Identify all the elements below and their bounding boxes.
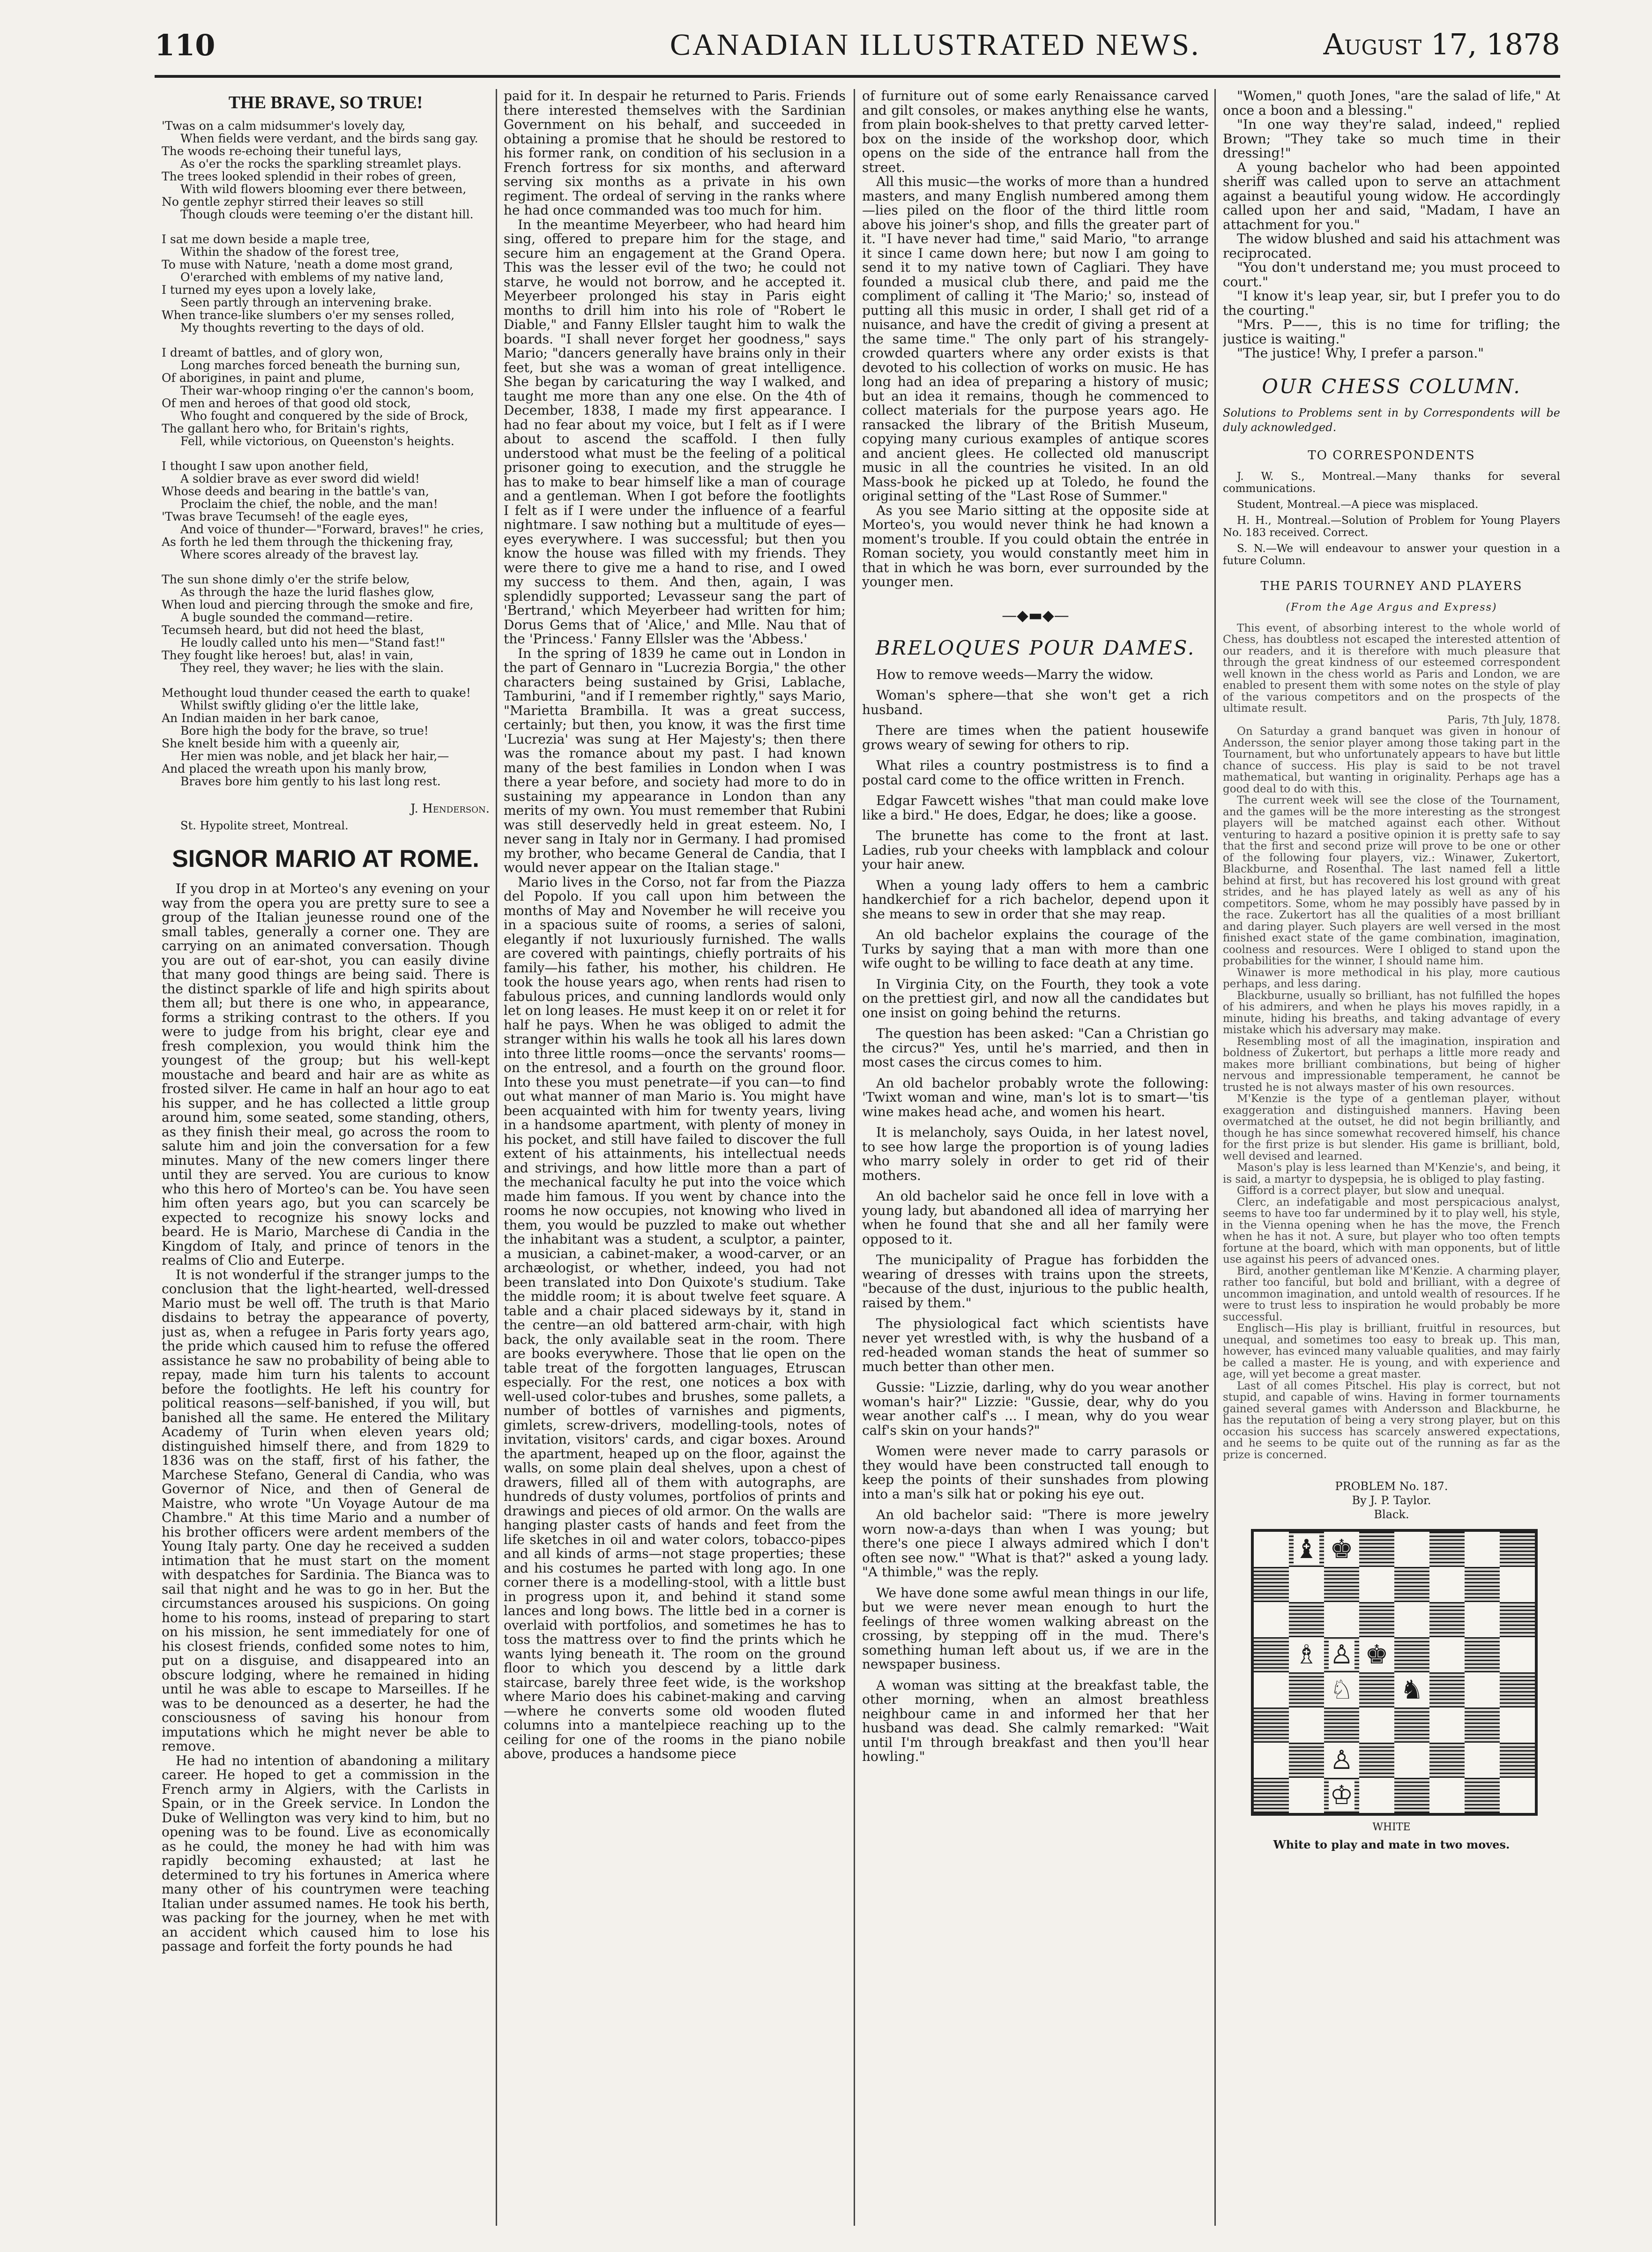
- paragraph: As you see Mario sitting at the opposite side at Morteo's, you would never think he had known a moment's trouble. If you could obtain the entrée in Roman society, you would constantly meet him in that in which he was born, ever surrounded by the younger men.: [862, 502, 1209, 589]
- poem-line: They fought like heroes! but, alas! in vain,: [162, 648, 414, 662]
- board-square: [1429, 1567, 1465, 1602]
- poem-line: When trance-like slumbers o'er my senses rolled,: [162, 308, 455, 322]
- column-rule: [496, 89, 497, 2226]
- poem-line: Her mien was noble, and jet black her hair,—: [180, 749, 449, 763]
- chess-piece-icon: ♗: [1295, 1640, 1318, 1670]
- tourney-paragraph: Gifford is a correct player, but slow and unequal.: [1237, 1185, 1505, 1197]
- board-square: [1359, 1532, 1394, 1567]
- breloque-item: We have done some awful mean things in our life, but we were never mean enough to hurt the feelings of three women walking abreast on the crossing, by stepping off in the mud. There's something human left about us, if we are in the newspaper business.: [862, 1585, 1209, 1672]
- poem-line: Fell, while victorious, on Queenston's heights.: [180, 434, 454, 448]
- board-square: [1324, 1602, 1359, 1637]
- board-square: [1289, 1567, 1324, 1602]
- chess-piece-icon: ♔: [1330, 1780, 1354, 1811]
- breloque-item: What riles a country postmistress is to find a postal card come to the office written in French.: [862, 758, 1209, 788]
- tourney-title: THE PARIS TOURNEY AND PLAYERS: [1260, 579, 1523, 593]
- board-square: [1254, 1778, 1289, 1813]
- tourney-subtitle: (From the Age Argus and Express): [1286, 602, 1497, 613]
- anecdotes: [1223, 89, 1560, 361]
- board-square: [1324, 1778, 1359, 1813]
- chess-piece-icon: ♚: [1365, 1640, 1389, 1670]
- poem-line: A soldier brave as ever sword did wield!: [180, 471, 420, 485]
- board-square: [1465, 1602, 1500, 1637]
- board-square: [1254, 1567, 1289, 1602]
- board-square: [1394, 1778, 1429, 1813]
- poem-line: I dreamt of battles, and of glory won,: [162, 345, 383, 359]
- poem-line: Of men and heroes of that good old stock,: [162, 396, 411, 410]
- board-square: [1359, 1672, 1394, 1708]
- paragraph: "The justice! Why, I prefer a parson.": [1237, 345, 1484, 361]
- board-square: [1429, 1672, 1465, 1708]
- paragraph: If you drop in at Morteo's any evening on your way from the opera you are pretty sure to see a group of the Italian jeunesse round one of the small tables, generally a corner one. They are carrying on an animated conversation. Though you are out of ear-shot, you can easily divine that many good things are being said. There is the distinct sparkle of life and high spirits about them all; but there is one who, in appearance, forms a striking contrast to the others. If you were to judge from his bright, clear eye and fresh complexion, you would think him the youngest of the group; but his well-kept moustache and beard and hair are as white as frosted silver. He came in half an hour ago to eat his supper, and he has collected a little group around him, some seated, some standing, others, as they finish their meal, go across the room to salute him and join the conversation for a few minutes. Many of the new comers linger there until they are served. You are curious to know who this hero of Morteo's can be. You have seen him often years ago, but you can scarcely be expected to recognize his snowy locks and beard. He is Mario, Marchese di Candia in the Kingdom of Italy, and prince of tenors in the realms of Clio and Euterpe.: [162, 881, 490, 1268]
- poem-line: Where scores already of the bravest lay.: [180, 547, 419, 561]
- breloque-item: The brunette has come to the front at last. Ladies, rub your cheeks with lampblack and colour your hair anew.: [862, 828, 1209, 872]
- breloque-item: Women were never made to carry parasols or they would have been constructed tall enough to keep the points of their sunshades from plowing into a man's silk hat or poking his eye out.: [862, 1443, 1209, 1502]
- tourney-paragraph: On Saturday a grand banquet was given in honour of Andersson, the senior player among those taking part in the Tournament, but who unfortunately appears to have but little chance of success. His play is said to be not travel mathematical, but wanting in originality. Perhaps age has a good deal to do with this.: [1223, 725, 1560, 795]
- breloque-item: The municipality of Prague has forbidden the wearing of dresses with trains upon the streets, "because of the dust, injurious to the public health, raised by them.": [862, 1252, 1209, 1311]
- poem-line: When fields were verdant, and the birds sang gay.: [180, 131, 478, 145]
- breloque-item: An old bachelor explains the courage of the Turks by saying that a man with more than one wife ought to be willing to face death at any time.: [862, 927, 1209, 971]
- breloque-item: Edgar Fawcett wishes "that man could make love like a bird." He does, Edgar, he does; like a goose.: [862, 793, 1209, 823]
- board-square: [1394, 1637, 1429, 1672]
- paragraph: The widow blushed and said his attachment was reciprocated.: [1223, 231, 1560, 261]
- poem-line: The gallant hero who, for Britain's rights,: [162, 421, 409, 435]
- poem-line: A bugle sounded the command—retire.: [180, 610, 413, 624]
- correspondent-entry: S. N.—We will endeavour to answer your question in a future Column.: [1223, 542, 1560, 567]
- board-square: [1289, 1708, 1324, 1743]
- stanza-break: [162, 221, 490, 233]
- poem-line: When loud and piercing through the smoke and fire,: [162, 597, 474, 611]
- board-square: [1359, 1743, 1394, 1778]
- board-square: [1254, 1637, 1289, 1672]
- poem-title: THE BRAVE, SO TRUE!: [228, 93, 423, 112]
- chess-piece-icon: ♙: [1330, 1745, 1354, 1775]
- article-title: SIGNOR MARIO AT ROME.: [172, 845, 479, 872]
- board-square: [1500, 1778, 1535, 1813]
- board-square: [1289, 1672, 1324, 1708]
- poem-line: Proclaim the chief, the noble, and the man!: [180, 497, 438, 511]
- board-square: [1254, 1708, 1289, 1743]
- board-square: [1394, 1672, 1429, 1708]
- board-square: [1324, 1567, 1359, 1602]
- column-1: [162, 89, 490, 2226]
- poem-line: Seen partly through an intervening brake.: [180, 295, 432, 309]
- board-square: [1429, 1778, 1465, 1813]
- board-square: [1289, 1778, 1324, 1813]
- poem-line: An Indian maiden in her bark canoe,: [162, 711, 380, 725]
- board-square: [1465, 1743, 1500, 1778]
- paragraph: "In one way they're salad, indeed," replied Brown; "They take so much time in their dressing!": [1223, 117, 1560, 161]
- poem-line: The woods re-echoing their tuneful lays,: [162, 144, 402, 158]
- poem-line: 'Twas brave Tecumseh! of the eagle eyes,: [162, 509, 409, 523]
- poem-line: Tecumseh heard, but did not heed the blast,: [162, 623, 424, 637]
- poem-line: With wild flowers blooming ever there between,: [180, 182, 467, 196]
- breloque-item: Woman's sphere—that she won't get a rich husband.: [862, 687, 1209, 717]
- board-square: [1254, 1672, 1289, 1708]
- poem-line: Their war-whoop ringing o'er the cannon's boom,: [180, 383, 474, 397]
- stanza-break: [162, 561, 490, 573]
- problem-header: [1223, 1479, 1560, 1521]
- column-4: [1223, 89, 1560, 2226]
- poem-line: I turned my eyes upon a lovely lake,: [162, 283, 376, 297]
- tourney-paragraph: This event, of absorbing interest to the whole world of Chess, has doubtless not escaped the interested attention of our readers, and it is therefore with much pleasure that through the great kindness of our esteemed correspondent well known in the chess world as Paris and London, we are enabled to present them with some notes on the style of play of the various competitors and on the prospects of the ultimate result.: [1223, 622, 1560, 715]
- board-square: [1254, 1602, 1289, 1637]
- board-square: [1394, 1743, 1429, 1778]
- correspondent-entry: Student, Montreal.—A piece was misplaced.: [1237, 498, 1479, 511]
- poem-line: They reel, they waver; he lies with the slain.: [180, 661, 444, 675]
- board-square: [1500, 1708, 1535, 1743]
- breloque-item: Gussie: "Lizzie, darling, why do you wear another woman's hair?" Lizzie: "Gussie, dear, why do you wear another calf's ... I mean, why do you wear calf's skin on your hands?": [862, 1380, 1209, 1438]
- problem-author: By J. P. Taylor.: [1352, 1494, 1431, 1507]
- paragraph: "You don't understand me; you must proceed to court.": [1223, 260, 1560, 290]
- paragraph: "Mrs. P——, this is no time for trifling; the justice is waiting.": [1223, 317, 1560, 347]
- paragraph: It is not wonderful if the stranger jumps to the conclusion that the light-hearted, well-dressed Mario must be well off. The truth is that Mario disdains to betray the appearance of poverty, just as, when a refugee in Paris forty years ago, the pride which caused him to refuse the offered assistance he saw no probability of being able to repay, made him turn his talents to account before the footlights. He left his country for political reasons—self-banished, if you will, but banished all the same. He entered the Military Academy of Turin when eleven years old; distinguished himself there, and from 1829 to 1836 was on the staff, first of his father, the Marchese Stefano, General di Candia, who was Governor of Nice, and then of General de Maistre, who wrote "Un Voyage Autour de ma Chambre." At this time Mario and a number of his brother officers were ardent members of the Young Italy party. One day he received a sudden intimation that he must start on the moment with despatches for Sardinia. The Bianca was to sail that night and he was to go in her. But the circumstances aroused his suspicions. On going home to his rooms, instead of preparing to start on his mission, he sent immediately for one of his closest friends, confided some notes to him, put on a disguise, and disappeared into an obscure lodging, where he remained in hiding until he was able to escape to Marseilles. If he was to be denounced as a deserter, he had the consciousness of saving his honour from imputations which he might never be able to remove.: [162, 1267, 490, 1754]
- chess-piece-icon: ♚: [1330, 1534, 1354, 1565]
- poem-line: Methought loud thunder ceased the earth to quake!: [162, 686, 471, 700]
- board-square: [1324, 1672, 1359, 1708]
- stanza-break: [162, 447, 490, 460]
- breloque-item: An old bachelor said he once fell in love with a young lady, but abandoned all idea of marrying her when he found that she and all her family were opposed to it.: [862, 1188, 1209, 1247]
- chess-column-title: OUR CHESS COLUMN.: [1262, 374, 1521, 398]
- paragraph: In the spring of 1839 he came out in London in the part of Gennaro in "Lucrezia Borgia," the other characters being sustained by Grisi, Lablache, Tamburini, "and if I remember rightly," says Mario, "Marietta Brambilla. It was a great success, certainly; but then, you know, it was the first time 'Lucrezia' was sung at Her Majesty's; then there was the romance about my past. I had known many of the best families in London when I was there a year before, and society had more to do in sustaining my appearance in London than any merits of my own. You must remember that Rubini was still deservedly held in great esteem. No, I never sang in Italy nor in Germany. I had promised my brother, who became General de Candia, that I would never appear on the Italian stage.": [504, 645, 846, 875]
- tourney-paragraph: Last of all comes Pitschel. His play is correct, but not stupid, and capable of wins. Having in former tournaments gained several games with Andersson and Blackburne, he has the reputation of being a very strong player, but on this occasion his success has scarcely answered expectations, and he seems to be quite out of the running as far as the prize is concerned.: [1223, 1380, 1560, 1461]
- board-square: [1500, 1602, 1535, 1637]
- board-square: [1359, 1602, 1394, 1637]
- tourney-paragraph: Englisch—His play is brilliant, fruitful in resources, but unequal, and sometimes too easy to break up. This man, however, has evinced many valuable qualities, and may fairly be called a master. He is young, and with experience and age, will yet become a great master.: [1223, 1322, 1560, 1380]
- board-square: [1500, 1567, 1535, 1602]
- chess-note: Solutions to Problems sent in by Correspondents will be duly acknowledged.: [1223, 406, 1560, 434]
- poem-line: Bore high the body for the brave, so true!: [180, 723, 429, 738]
- paragraph: He had no intention of abandoning a military career. He hoped to get a commission in the French army in Algiers, with the Carlists in Spain, or in the Greek service. In London the Duke of Wellington was very kind to him, but no opening was to be found. Live as economically as he could, the money he had with him was rapidly becoming exhausted; at last he determined to try his fortunes in America where many other of his countrymen were teaching Italian under assumed names. He took his berth, was packing for the journey, when he met with an accident which caused him to lose his passage and forfeit the forty pounds he had: [162, 1752, 490, 1954]
- white-label: WHITE: [1372, 1821, 1411, 1833]
- board-square: [1289, 1637, 1324, 1672]
- paragraph: of furniture out of some early Renaissance carved and gilt consoles, or makes anything else he wants, from plain book-shelves to that pretty carved letter-box on the inside of the workshop door, which opens on the side of the entrance hall from the street.: [862, 89, 1209, 175]
- chess-piece-icon: ♙: [1330, 1640, 1354, 1670]
- board-square: [1289, 1532, 1324, 1567]
- board-square: [1465, 1672, 1500, 1708]
- tourney-paragraph: Blackburne, usually so brilliant, has not fulfilled the hopes of his admirers, and when he plays his moves rapidly, in a minute, hiding his breaths, and taking advantage of every mistake which his adversary may make.: [1223, 989, 1560, 1036]
- board-square: [1324, 1637, 1359, 1672]
- poem-line: Long marches forced beneath the burning sun,: [180, 358, 461, 372]
- poem-line: Though clouds were teeming o'er the distant hill.: [180, 207, 474, 221]
- article-body-continued: [862, 89, 1209, 589]
- poem-line: As through the haze the lurid flashes glow,: [180, 585, 435, 599]
- paragraph: Mario lives in the Corso, not far from the Piazza del Popolo. If you call upon him between the months of May and November he will receive you in a spacious suite of rooms, a series of saloni, elegantly if not luxuriously furnished. The walls are covered with paintings, chiefly portraits of his family—his father, his mother, his children. He took the house years ago, when rents had risen to fabulous prices, and cunning landlords would only let on long leases. He must keep it on or relet it for half he pays. When he was obliged to admit the stranger within his walls he took all his lares down into three little rooms—once the servants' rooms—on the entresol, and a fourth on the ground floor. Into these you must penetrate—if you can—to find out what manner of man Mario is. You might have been acquainted with him for twenty years, living in a handsome apartment, with plenty of money in his pocket, and still have failed to discover the full extent of his attainments, his intellectual needs and strivings, and how little more than a part of the mechanical faculty he put into the voice which made him famous. If you went by chance into the rooms he now occupies, not knowing who lived in them, you would be puzzled to make out whether the inhabitant was a student, a sculptor, a painter, a musician, a cabinet-maker, a wood-carver, or an archæologist, or whether, indeed, you had not been translated into Don Quixote's studium. Take the middle room; it is about twelve feet square. A table and a chair placed sideways by it, stand in the centre—an old battered arm-chair, with high back, the only available seat in the room. There are books everywhere. Those that lie open on the table treat of the forgotten languages, Etruscan especially. For the rest, one notices a box with well-used color-tubes and brushes, some pallets, a number of bottles of varnishes and pigments, gimlets, screw-drivers, modelling-tools, notes of invitation, visitors' cards, and cigar boxes. Around the apartment, heaped up on the floor, against the walls, on some plain deal shelves, upon a chest of drawers, filled all of them with autographs, are hundreds of dusty volumes, portfolios of prints and drawings and pieces of old armor. On the walls are hanging plaster casts of hands and feet from the life sketches in oil and water colors, tobacco-pipes and all kinds of arms—not stage properties; these and his costumes he parted with long ago. In one corner there is a modelling-stool, with a little bust in progress upon it, and behind it stand some lances and long bows. The little bed in a corner is overlaid with portfolios, and sometimes he has to toss the mattress over to find the prints which he wants lying beneath it. The room on the ground floor to which you descend by a little dark staircase, barely three feet wide, is the workshop where Mario does his cabinet-making and carving—where he converts some old wooden fluted columns into a mantelpiece reaching up to the ceiling for one of the rooms in the piano nobile above, produces a handsome piece: [504, 874, 846, 1761]
- board-square: [1500, 1532, 1535, 1567]
- paragraph: paid for it. In despair he returned to Paris. Friends there interested themselves with the Sardinian Government on his behalf, and succeeded in obtaining a promise that he should be restored to his former rank, on condition of his seclusion in a French fortress for six months, and afterward serving six months as a private in his own regiment. The ordeal of serving in the ranks where he had once commanded was too much for him.: [504, 89, 846, 218]
- problem-title: PROBLEM No. 187.: [1335, 1480, 1448, 1493]
- board-square: [1500, 1743, 1535, 1778]
- tourney-report: [1223, 623, 1560, 1461]
- stanza-break: [162, 334, 490, 346]
- board-square: [1429, 1708, 1465, 1743]
- board-square: [1500, 1637, 1535, 1672]
- poem-line: I thought I saw upon another field,: [162, 459, 369, 473]
- breloques-list: [862, 668, 1209, 1764]
- board-square: [1359, 1567, 1394, 1602]
- correspondents-list: [1223, 470, 1560, 567]
- board-square: [1500, 1672, 1535, 1708]
- board-square: [1394, 1602, 1429, 1637]
- breloque-item: An old bachelor probably wrote the following: 'Twixt woman and wine, man's lot is to smart—'tis wine makes head ache, and women his heart.: [862, 1075, 1209, 1119]
- poem-line: Who fought and conquered by the side of Brock,: [180, 409, 469, 423]
- board-square: [1359, 1708, 1394, 1743]
- tourney-paragraph: Resembling most of all the imagination, inspiration and boldness of Zukertort, but perhaps a little more ready and makes more brilliant combinations, but being of higher nervous and impressionable temperament, he cannot be trusted he is not always master of his own resources.: [1223, 1035, 1560, 1094]
- breloque-item: It is melancholy, says Ouida, in her latest novel, to see how large the proportion is of young ladies who marry solely in order to get rid of their mothers.: [862, 1125, 1209, 1183]
- poem-line: 'Twas on a calm midsummer's lovely day,: [162, 119, 406, 133]
- chess-piece-icon: ♝: [1295, 1534, 1318, 1565]
- board-square: [1465, 1532, 1500, 1567]
- page-number: 110: [155, 28, 216, 62]
- stanza-break: [162, 674, 490, 686]
- page-header: [155, 23, 1560, 78]
- breloque-item: When a young lady offers to hem a cambric handkerchief for a rich bachelor, depend upon it she means to sew in order that she may reap.: [862, 877, 1209, 922]
- article-body: [162, 882, 490, 1954]
- poem-line: He loudly called unto his men—"Stand fast!": [180, 635, 446, 649]
- tourney-paragraph: Winawer is more methodical in his play, more cautious perhaps, and less daring.: [1223, 966, 1560, 990]
- poem-line: To muse with Nature, 'neath a dome most grand,: [162, 257, 453, 271]
- paragraph: "Women," quoth Jones, "are the salad of life," At once a boon and a blessing.": [1223, 89, 1560, 118]
- chess-piece-icon: ♞: [1400, 1675, 1424, 1705]
- poem-line: I sat me down beside a maple tree,: [162, 232, 370, 246]
- tourney-paragraph: M'Kenzie is the type of a gentleman player, without exaggeration and distinguished manners. Having been overmatched at the outset, he did not begin brilliantly, and though he has since somewhat recovered himself, his chance for the first prize is but slender. His game is brilliant, bold, well devised and learned.: [1223, 1093, 1560, 1163]
- poem-line: Of aborigines, in paint and plume,: [162, 371, 365, 385]
- problem-caption: White to play and mate in two moves.: [1273, 1837, 1510, 1851]
- board-square: [1429, 1602, 1465, 1637]
- poem: [162, 119, 490, 788]
- column-3: [862, 89, 1209, 2226]
- tourney-paragraph: The current week will see the close of the Tournament, and the games will be the more interesting as the strongest players will be matched against each other. Without venturing to hazard a positive opinion it is pretty safe to say that the first and second prize will prove to be one or other of the following four players, viz.: Winawer, Zukertort, Blackburne, and Rosenthal. The last named fell a little behind at first, but has recovered his lost ground with great strides, and he has played lately as well as any of his competitors. Some, whom he may possibly have passed by in the race. Zukertort has all the qualities of a most brilliant and daring player. Such players are well versed in the most finished exact state of the game combination, imagination, coolness and resources. Were I obliged to stand upon the probabilities for the winner, I should name him.: [1223, 794, 1560, 967]
- board-square: [1429, 1743, 1465, 1778]
- board-square: [1465, 1778, 1500, 1813]
- poem-line: Whilst swiftly gliding o'er the little lake,: [180, 698, 419, 712]
- board-square: [1429, 1637, 1465, 1672]
- board-square: [1324, 1743, 1359, 1778]
- board-square: [1394, 1708, 1429, 1743]
- paragraph: "I know it's leap year, sir, but I prefer you to do the courting.": [1223, 288, 1560, 318]
- poem-line: She knelt beside him with a queenly air,: [162, 736, 400, 750]
- correspondents-title: TO CORRESPONDENTS: [1308, 448, 1475, 462]
- column-rule: [854, 89, 855, 2226]
- chess-piece-icon: ♘: [1330, 1675, 1354, 1705]
- poem-line: O'erarched with emblems of my native land,: [180, 270, 444, 284]
- paragraph: All this music—the works of more than a hundred masters, and many English numbered among them—lies piled on the floor of the third little room above his joiner's shop, and fills the greater part of it. "I have never had time," said Mario, "to arrange it since I came down here; but now I am going to send it to my native town of Cagliari. They have founded a musical club there, and paid me the compliment of calling it 'The Mario;' so, instead of putting all this music in order, I shall get rid of a nuisance, and have the credit of giving a present at the same time." The only part of his strangely-crowded quarters where any order exists is that devoted to his collection of works on music. He has long had an idea of preparing a history of music; but an idea it remains, though he commenced to collect materials for the purpose years ago. He ransacked the library of the British Museum, copying many curious examples of antique scores and ancient glees. He collected old manuscript music in all the countries he visited. In an old Mass-book he picked up at Toledo, he found the original setting of the "Last Rose of Summer.": [862, 174, 1209, 504]
- masthead: CANADIAN ILLUSTRATED NEWS.: [670, 28, 1201, 62]
- poem-line: The trees looked splendid in their robes of green,: [162, 169, 456, 183]
- board-square: [1289, 1743, 1324, 1778]
- tourney-paragraph: Clerc, an indefatigable and most perspicacious analyst, seems to have too far undermined by it to play well, his style, in the Vienna opening when he has the move, the French when he has it not. A sure, but player who too often tempts fortune at the board, which with man opponents, but of little use against his peers of advanced ones.: [1223, 1196, 1560, 1266]
- breloque-item: The physiological fact which scientists have never yet wrestled with, is why the husband of a red-headed woman stands the heat of summer so much better than other men.: [862, 1316, 1209, 1374]
- poem-place: St. Hypolite street, Montreal.: [180, 819, 349, 832]
- board-square: [1359, 1637, 1394, 1672]
- poem-line: As forth he led them through the thickening fray,: [162, 535, 454, 549]
- breloque-item: There are times when the patient housewife grows weary of sewing for others to rip.: [862, 723, 1209, 753]
- issue-date: August 17, 1878: [1323, 27, 1560, 61]
- column-2: [504, 89, 846, 2226]
- board-square: [1394, 1532, 1429, 1567]
- tourney-paragraph: Bird, another gentleman like M'Kenzie. A charming player, rather too fanciful, but bold and brilliant, with a degree of uncommon imagination, and untold wealth of resources. If he were to trust less to inspiration he would probably be more successful.: [1223, 1265, 1560, 1323]
- poem-line: No gentle zephyr stirred their leaves so still: [162, 194, 424, 209]
- poem-line: Whose deeds and bearing in the battle's van,: [162, 484, 429, 498]
- poem-line: And voice of thunder—"Forward, braves!" he cries,: [180, 522, 484, 536]
- paragraph: In the meantime Meyerbeer, who had heard him sing, offered to prepare him for the stage, and secure him an engagement at the Grand Opera. This was the lesser evil of the two; he could not starve, he would not borrow, and he accepted it. Meyerbeer prolonged his stay in Paris eight months to drill him into his role of "Robert le Diable," and Fanny Ellsler taught him to walk the boards. "I shall never forget her goodness," says Mario; "dancers generally have brains only in their feet, but she was a woman of great intelligence. She began by caricaturing the way I walked, and taught me more than any one else. On the 4th of December, 1838, I made my first appearance. I had no fear about my voice, but I felt as if I were about to ascend the scaffold. I then fully understood what must be the feeling of a political prisoner going to execution, and the struggle he has to make to bear himself like a man of courage and a gentleman. When I got before the footlights I felt as if I were under the influence of a fearful nightmare. I saw nothing but a multitude of eyes—eyes everywhere. I was successful; but then you know the house was filled with my friends. They were there to give me a hand to rise, and I owed my success to them. And then, again, I was splendidly supported; Levasseur sang the part of 'Bertrand,' which Meyerbeer had written for him; Dorus Gems that of 'Alice,' and Mlle. Nau that of the 'Princess.' Fanny Ellsler was the 'Abbess.': [504, 216, 846, 647]
- breloque-item: The question has been asked: "Can a Christian go the circus?" Yes, until he's married, and then in most cases the circus comes to him.: [862, 1026, 1209, 1070]
- board-square: [1465, 1637, 1500, 1672]
- section-divider: —◆▬◆—: [1002, 606, 1069, 624]
- breloque-item: In Virginia City, on the Fourth, they took a vote on the prettiest girl, and now all the candidates but one insist on going behind the returns.: [862, 976, 1209, 1021]
- poem-line: As o'er the rocks the sparkling streamlet plays.: [180, 157, 461, 171]
- board-square: [1254, 1532, 1289, 1567]
- breloque-item: A woman was sitting at the breakfast table, the other morning, when an almost breathless neighbour came in and informed her that her husband was dead. She calmly remarked: "Wait until I'm through breakfast and then you'll hear howling.": [862, 1677, 1209, 1764]
- tourney-paragraph: Mason's play is less learned than M'Kenzie's, and being, it is said, a martyr to dyspepsia, he is obliged to play fasting.: [1223, 1162, 1560, 1186]
- board-square: [1254, 1743, 1289, 1778]
- column-rule: [1214, 89, 1216, 2226]
- board-square: [1324, 1708, 1359, 1743]
- board-square: [1289, 1602, 1324, 1637]
- board-square: [1429, 1532, 1465, 1567]
- poem-line: Within the shadow of the forest tree,: [180, 245, 400, 259]
- article-body-continued: [504, 89, 846, 1761]
- breloque-item: An old bachelor said: "There is more jewelry worn now-a-days than when I was young; but there's one piece I always admired which I don't often see now." "What is that?" asked a young lady. "A thimble," was the reply.: [862, 1507, 1209, 1580]
- correspondent-entry: H. H., Montreal.—Solution of Problem for Young Players No. 183 received. Correct.: [1223, 514, 1560, 539]
- board-square: [1324, 1532, 1359, 1567]
- correspondent-entry: J. W. S., Montreal.—Many thanks for several communications.: [1223, 470, 1560, 495]
- board-square: [1359, 1778, 1394, 1813]
- board-square: [1394, 1567, 1429, 1602]
- board-square: [1465, 1567, 1500, 1602]
- chess-board: [1251, 1529, 1538, 1816]
- poem-author: J. Henderson.: [410, 801, 490, 816]
- section-title: BRELOQUES POUR DAMES.: [875, 636, 1196, 659]
- black-label: Black.: [1374, 1508, 1409, 1521]
- board-square: [1465, 1708, 1500, 1743]
- poem-line: Braves bore him gently to his last long rest.: [180, 774, 441, 788]
- poem-line: And placed the wreath upon his manly brow,: [162, 761, 427, 776]
- poem-line: My thoughts reverting to the days of old.: [180, 321, 424, 335]
- paragraph: A young bachelor who had been appointed sheriff was called upon to serve an attachment against a beautiful young widow. He accordingly called upon her and said, "Madam, I have an attachment for you.": [1223, 159, 1560, 232]
- poem-line: The sun shone dimly o'er the strife below,: [162, 572, 410, 586]
- tourney-paragraph: Paris, 7th July, 1878.: [1447, 714, 1560, 726]
- breloque-item: How to remove weeds—Marry the widow.: [876, 666, 1154, 682]
